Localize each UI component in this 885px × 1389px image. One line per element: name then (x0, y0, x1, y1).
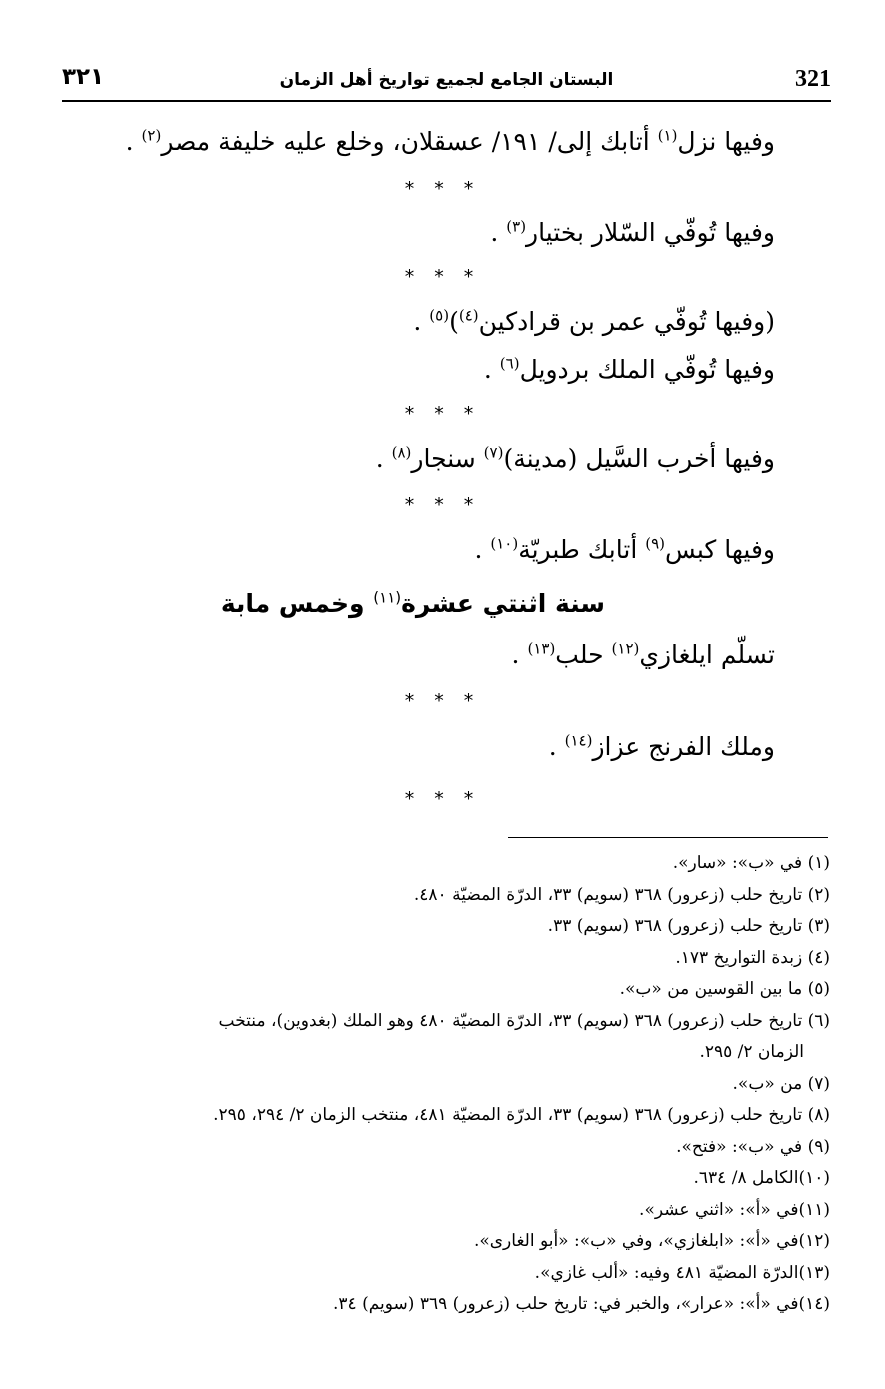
line-text: تسلّم ايلغازي (639, 640, 775, 669)
footnote: (١١)في «أ»: «اثني عشر». (639, 1199, 830, 1220)
body-line-7 (60, 638, 775, 672)
line-text: وفيها أخرب السَّيل (مدينة) (503, 444, 775, 473)
page-header (62, 58, 831, 98)
footnote-marker: (٢) (141, 126, 162, 145)
footnote: (٢) تاريخ حلب (زعرور) ٣٦٨ (سويم) ٣٣، الدرّة المضيّة ٤٨٠. (413, 884, 830, 905)
line-text: . (548, 732, 565, 761)
footnote: (١٢)في «أ»: «ابلغازي»، وفي «ب»: «أبو الغارى». (473, 1231, 830, 1251)
line-text: أتابك طبريّة (518, 535, 646, 564)
footnote: (٧) من «ب». (732, 1073, 830, 1094)
line-text: (وفيها تُوفّي عمر بن قرادكين (478, 307, 775, 336)
footnote: (١) في «ب»: «سار». (672, 853, 830, 873)
footnote: (٨) تاريخ حلب (زعرور) ٣٦٨ (سويم) ٣٣، الدرّة المضيّة ٤٨١، منتخب الزمان ٢/ ٢٩٤، ٢٩٥. (213, 1105, 830, 1125)
line-text: وفيها تُوفّي الملك بردويل (519, 355, 775, 384)
footnote-marker: (٨) (391, 443, 412, 462)
footnote: (٩) في «ب»: «فتح». (676, 1136, 830, 1157)
footnote: (٤) زبدة التواريخ ١٧٣. (675, 947, 830, 968)
section-separator: * * * (404, 403, 481, 425)
line-text: وفيها كبس (665, 535, 775, 564)
page-number-latin: 321 (795, 66, 831, 92)
footnote-marker: (١٣) (527, 639, 556, 658)
body-line-5 (60, 442, 775, 476)
line-text: وملك الفرنج عزاز (592, 732, 775, 761)
footnote: (١٣)الدرّة المضيّة ٤٨١ وفيه: «ألب غازي». (534, 1262, 830, 1283)
footnote-marker: (٩) (645, 534, 666, 553)
body-line-8 (60, 730, 775, 764)
footnote-marker: (١٢) (611, 639, 640, 658)
footnote: (١٤)في «أ»: «عرار»، والخبر في: تاريخ حلب (زعرور) ٣٦٩ (سويم) ٣٤. (333, 1294, 830, 1314)
footnote: (١٠)الكامل ٨/ ٦٣٤. (693, 1168, 830, 1188)
body-line-6 (60, 533, 775, 567)
section-separator: * * * (404, 266, 481, 288)
section-separator: * * * (404, 690, 481, 712)
line-text: وفيها نزل (677, 127, 775, 156)
body-line-3 (60, 305, 775, 339)
footnote-marker: (٥) (429, 306, 450, 325)
section-separator: * * * (404, 788, 481, 810)
line-text: وفيها تُوفّي السّلار بختيار (526, 218, 775, 247)
year-heading (60, 587, 605, 621)
line-text: . (511, 640, 528, 669)
line-text: . (474, 535, 491, 564)
body-line-1 (60, 125, 775, 159)
footnote-marker: (٦) (499, 354, 520, 373)
line-text: ) (449, 307, 459, 336)
line-text: . (375, 444, 392, 473)
section-separator: * * * (404, 494, 481, 516)
footnote-continuation: الزمان ٢/ ٢٩٥. (699, 1042, 804, 1062)
page-number-arabic: ٣٢١ (62, 64, 105, 90)
footnote: (٥) ما بين القوسين من «ب». (619, 979, 830, 999)
footnote-marker: (١٠) (490, 534, 519, 553)
footnote-marker: (٧) (483, 443, 504, 462)
footnote-marker: (١١) (373, 588, 402, 607)
line-text: . (125, 127, 142, 156)
footnote-marker: (١) (657, 126, 678, 145)
body-line-4 (60, 353, 775, 387)
heading-text: وخمس مابة (220, 589, 374, 618)
line-text: أتابك إلى/ ١٩١/ عسقلان، وخلع عليه خليفة مصر (161, 127, 658, 156)
footnote-marker: (٣) (506, 217, 527, 236)
line-text: حلب (555, 640, 612, 669)
footnote-marker: (١٤) (564, 731, 593, 750)
footnote: (٣) تاريخ حلب (زعرور) ٣٦٨ (سويم) ٣٣. (547, 916, 830, 936)
footnote-marker: (٤) (458, 306, 479, 325)
heading-text: سنة اثنتي عشرة (401, 589, 605, 618)
line-text: . (413, 307, 430, 336)
section-separator: * * * (404, 178, 481, 200)
footnotes (55, 848, 830, 1321)
footnote: (٦) تاريخ حلب (زعرور) ٣٦٨ (سويم) ٣٣، الدرّة المضيّة ٤٨٠ وهو الملك (بغدوين)، منتخب (218, 1010, 830, 1031)
running-title: البستان الجامع لجميع تواريخ أهل الزمان (279, 70, 614, 90)
footnote-rule (508, 837, 828, 838)
body-line-2 (60, 216, 775, 250)
line-text: . (490, 218, 507, 247)
header-rule (62, 100, 831, 102)
line-text: . (483, 355, 500, 384)
line-text: سنجار (411, 444, 484, 473)
